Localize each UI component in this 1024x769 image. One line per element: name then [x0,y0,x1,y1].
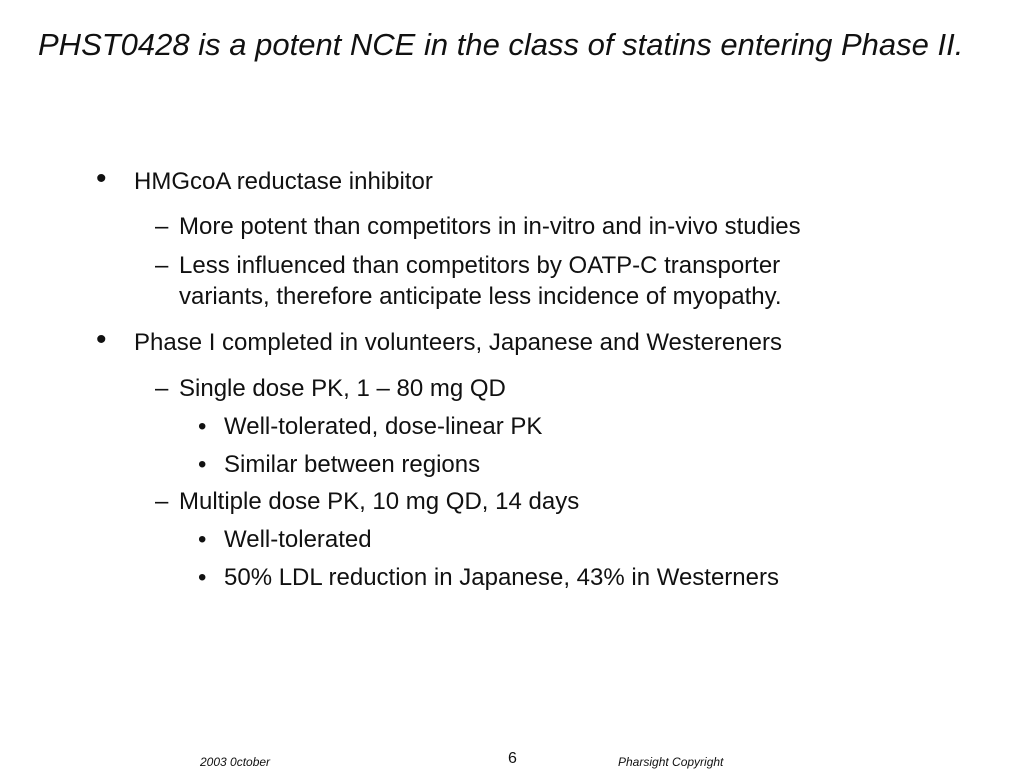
subbullet-oatp [155,250,781,281]
dash-marker: – [155,213,169,240]
bullet-marker: • [96,162,107,195]
dash-marker: – [155,375,169,402]
footer-copyright: Pharsight Copyright [618,755,724,769]
subbullet-multiple-dose [155,486,580,517]
subsubbullet-text: Well-tolerated, dose-linear PK [224,413,543,440]
subsubbullet-similar-regions [198,449,481,480]
subbullet-text: Single dose PK, 1 – 80 mg QD [179,375,506,402]
subbullet-text-line2: variants, therefore anticipate less incidence of myopathy. [179,283,782,310]
subsubbullet-well-tolerated [198,524,372,555]
subbullet-single-dose [155,373,506,404]
dash-marker: – [155,488,169,515]
bullet-text: Phase I completed in volunteers, Japanese and Westereners [134,329,782,356]
bullet-phase1 [96,323,782,358]
bullet-marker: • [198,526,207,553]
subsubbullet-text: Well-tolerated [224,526,372,553]
subbullet-oatp-continued [179,281,782,312]
subbullet-text: More potent than competitors in in-vitro and in-vivo studies [179,213,801,240]
footer-date: 2003 0ctober [200,755,271,769]
bullet-text: HMGcoA reductase inhibitor [134,168,433,195]
page-number: 6 [508,750,517,767]
bullet-marker: • [96,323,107,356]
subbullet-text: Multiple dose PK, 10 mg QD, 14 days [179,488,580,515]
bullet-marker: • [198,413,207,440]
bullet-hmgcoa [96,162,433,197]
bullet-marker: • [198,564,207,591]
dash-marker: – [155,252,169,279]
subsubbullet-ldl-reduction [198,562,779,593]
subsubbullet-text: 50% LDL reduction in Japanese, 43% in Westerners [224,564,779,591]
bullet-marker: • [198,451,207,478]
slide-title: PHST0428 is a potent NCE in the class of statins entering Phase II. [38,27,964,62]
subbullet-text-line1: Less influenced than competitors by OATP-C transporter [179,252,781,279]
subsubbullet-well-tolerated-linear [198,411,543,442]
subbullet-potency [155,211,801,242]
subsubbullet-text: Similar between regions [224,451,481,478]
